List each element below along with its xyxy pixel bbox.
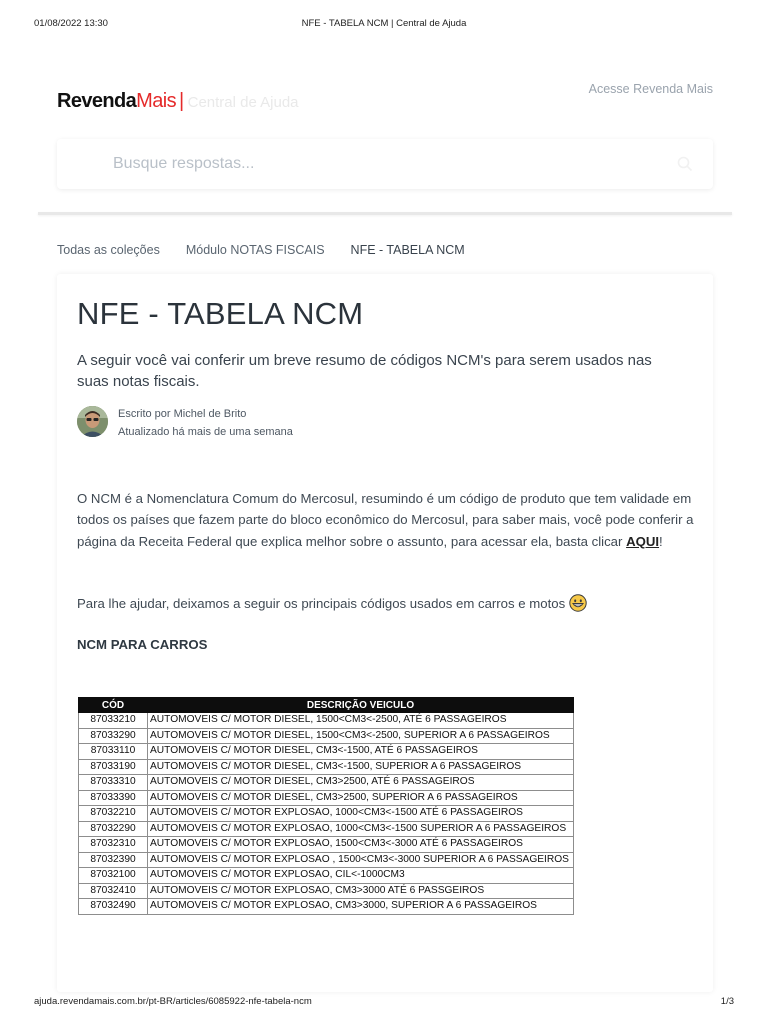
- breadcrumb-current-article: NFE - TABELA NCM: [350, 243, 465, 257]
- vehicle-description-cell: AUTOMOVEIS C/ MOTOR DIESEL, CM3>2500, SUPERIOR A 6 PASSAGEIROS: [148, 790, 574, 806]
- section-heading-ncm-carros: NCM PARA CARROS: [77, 637, 208, 652]
- header-divider: [38, 212, 732, 215]
- ncm-code-cell: 87032490: [79, 899, 148, 915]
- revendamais-logo[interactable]: [57, 90, 299, 113]
- author-name: Michel de Brito: [173, 408, 247, 420]
- search-box: [57, 139, 713, 189]
- ncm-code-cell: 87032410: [79, 883, 148, 899]
- ncm-code-cell: 87032100: [79, 868, 148, 884]
- ncm-code-cell: 87033210: [79, 713, 148, 729]
- updated-timestamp: Atualizado há mais de uma semana: [118, 426, 293, 438]
- table-row: [79, 775, 574, 791]
- vehicle-description-cell: AUTOMOVEIS C/ MOTOR EXPLOSAO, CM3>3000, SUPERIOR A 6 PASSAGEIROS: [148, 899, 574, 915]
- intro-end: !: [659, 533, 663, 549]
- logo-text-mais: Mais: [136, 90, 176, 112]
- vehicle-description-cell: AUTOMOVEIS C/ MOTOR EXPLOSAO, 1000<CM3<-1500 SUPERIOR A 6 PASSAGEIROS: [148, 821, 574, 837]
- vehicle-description-cell: AUTOMOVEIS C/ MOTOR EXPLOSAO, 1500<CM3<-3000 ATÉ 6 PASSAGEIROS: [148, 837, 574, 853]
- ncm-code-cell: 87032390: [79, 852, 148, 868]
- vehicle-description-cell: AUTOMOVEIS C/ MOTOR EXPLOSAO, 1000<CM3<-1500 ATÉ 6 PASSAGEIROS: [148, 806, 574, 822]
- ncm-code-cell: 87032210: [79, 806, 148, 822]
- vehicle-description-cell: AUTOMOVEIS C/ MOTOR DIESEL, CM3>2500, ATÉ 6 PASSAGEIROS: [148, 775, 574, 791]
- print-page-title: NFE - TABELA NCM | Central de Ajuda: [301, 18, 467, 29]
- table-row: [79, 728, 574, 744]
- search-icon[interactable]: [677, 156, 693, 172]
- ncm-code-cell: 87032310: [79, 837, 148, 853]
- logo-text-revenda: Revenda: [57, 90, 137, 112]
- print-header: [0, 18, 768, 30]
- print-footer: [0, 996, 768, 1008]
- article-description: A seguir você vai conferir um breve resumo de códigos NCM's para serem usados nas suas notas fiscais.: [77, 352, 652, 390]
- help-text: Para lhe ajudar, deixamos a seguir os principais códigos usados em carros e motos: [77, 595, 566, 611]
- vehicle-description-cell: AUTOMOVEIS C/ MOTOR EXPLOSAO , 1500<CM3<-3000 SUPERIOR A 6 PASSAGEIROS: [148, 852, 574, 868]
- help-paragraph: [77, 594, 587, 612]
- ncm-code-cell: 87033310: [79, 775, 148, 791]
- search-input[interactable]: [113, 139, 633, 189]
- article-intro-paragraph: [77, 488, 697, 552]
- intro-text: O NCM é a Nomenclatura Comum do Mercosul, resumindo é um código de produto que tem validade em todos os países que fazem parte do bloco econômico do Mercosul, para saber mais, você pode conferir a página da Receita Federal que explica melhor sobre o assunto, para acessar ela, basta clicar: [77, 491, 694, 549]
- ncm-code-cell: 87033390: [79, 790, 148, 806]
- table-row: [79, 806, 574, 822]
- table-row: [79, 852, 574, 868]
- author-avatar: [77, 406, 108, 437]
- table-row: [79, 713, 574, 729]
- table-row: [79, 837, 574, 853]
- table-row: [79, 868, 574, 884]
- logo-suffix: Central de Ajuda: [187, 94, 299, 111]
- column-header-code: CÓD: [79, 698, 148, 713]
- vehicle-description-cell: AUTOMOVEIS C/ MOTOR DIESEL, 1500<CM3<-2500, ATÉ 6 PASSAGEIROS: [148, 713, 574, 729]
- table-row: [79, 790, 574, 806]
- print-url: ajuda.revendamais.com.br/pt-BR/articles/6085922-nfe-tabela-ncm: [34, 996, 312, 1007]
- vehicle-description-cell: AUTOMOVEIS C/ MOTOR DIESEL, CM3<-1500, ATÉ 6 PASSAGEIROS: [148, 744, 574, 760]
- written-by-label: Escrito por: [118, 408, 171, 420]
- author-line: [118, 408, 246, 420]
- access-revendamais-link[interactable]: Acesse Revenda Mais: [588, 82, 713, 96]
- breadcrumb-notas-fiscais[interactable]: Módulo NOTAS FISCAIS: [185, 243, 325, 257]
- ncm-code-cell: 87033290: [79, 728, 148, 744]
- article-title: NFE - TABELA NCM: [77, 296, 364, 331]
- breadcrumb-all-collections[interactable]: Todas as coleções: [57, 243, 160, 257]
- ncm-code-cell: 87033190: [79, 759, 148, 775]
- table-row: [79, 759, 574, 775]
- table-row: [79, 744, 574, 760]
- grinning-face-icon: [569, 594, 587, 612]
- ncm-code-cell: 87033110: [79, 744, 148, 760]
- ncm-table: [78, 697, 574, 915]
- breadcrumb: [57, 243, 465, 257]
- receita-federal-link[interactable]: AQUI: [626, 533, 660, 549]
- ncm-code-cell: 87032290: [79, 821, 148, 837]
- logo-separator: |: [179, 90, 184, 112]
- print-datetime: 01/08/2022 13:30: [34, 18, 108, 29]
- table-row: [79, 883, 574, 899]
- table-row: [79, 899, 574, 915]
- table-body: [79, 713, 574, 915]
- table-header-row: [79, 698, 574, 713]
- vehicle-description-cell: AUTOMOVEIS C/ MOTOR DIESEL, CM3<-1500, SUPERIOR A 6 PASSAGEIROS: [148, 759, 574, 775]
- vehicle-description-cell: AUTOMOVEIS C/ MOTOR EXPLOSAO, CIL<-1000CM3: [148, 868, 574, 884]
- vehicle-description-cell: AUTOMOVEIS C/ MOTOR DIESEL, 1500<CM3<-2500, SUPERIOR A 6 PASSAGEIROS: [148, 728, 574, 744]
- column-header-description: DESCRIÇÃO VEICULO: [148, 698, 574, 713]
- table-row: [79, 821, 574, 837]
- print-page-number: 1/3: [720, 996, 734, 1007]
- vehicle-description-cell: AUTOMOVEIS C/ MOTOR EXPLOSAO, CM3>3000 ATÉ 6 PASSGEIROS: [148, 883, 574, 899]
